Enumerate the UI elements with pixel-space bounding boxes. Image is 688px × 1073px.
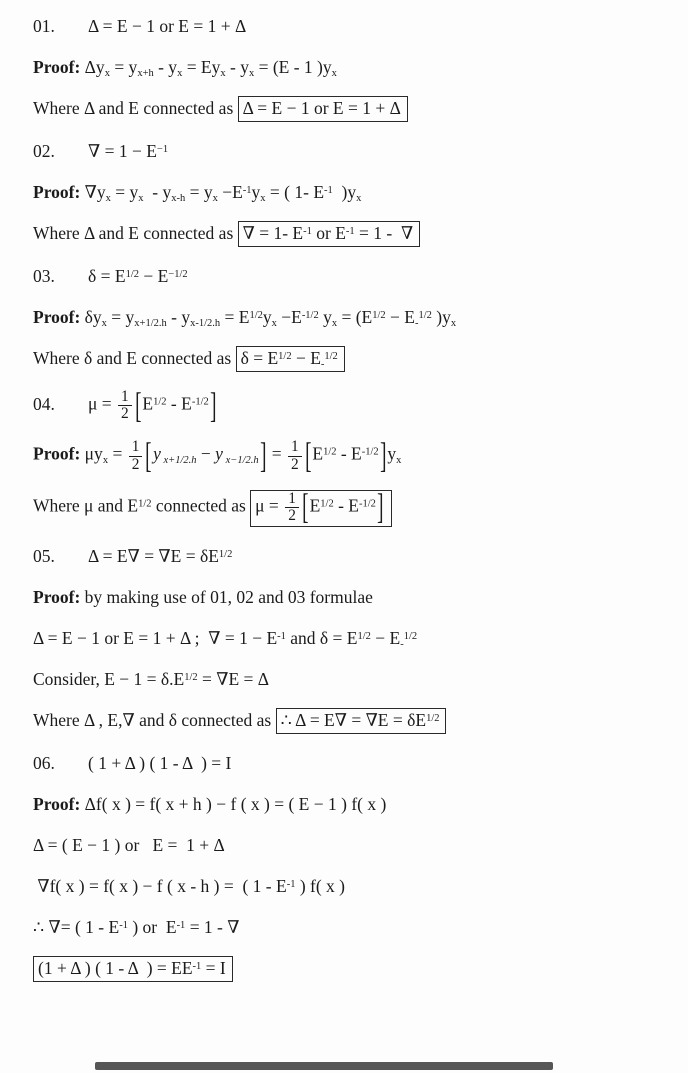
text-run: −E (217, 182, 243, 202)
bracket: ] (379, 436, 387, 476)
subscript: x (248, 68, 255, 80)
formula-line (33, 436, 664, 476)
superscript: 1/2 (138, 498, 152, 510)
bracket: [ (304, 436, 312, 476)
formula-line (33, 96, 664, 122)
subscript: x (220, 68, 226, 80)
formula-line (33, 751, 664, 775)
formula-line (33, 180, 664, 204)
text-run: ∴ Δ = E∇ = ∇E = δE (280, 710, 427, 731)
text-run: y (215, 444, 223, 465)
text-run: Where Δ and E connected as (33, 223, 238, 243)
text-run: δ = E (240, 348, 279, 368)
text-run: − E (385, 307, 415, 327)
fraction (118, 389, 132, 422)
formula-line (33, 585, 664, 609)
bold-label: Proof: (33, 182, 81, 202)
subscript: x (138, 193, 144, 205)
text-run: − E (291, 348, 321, 368)
text-run: - E (336, 444, 362, 465)
subscript: x-h (171, 193, 186, 205)
superscript: -1/2 (359, 498, 376, 510)
subscript: x (177, 68, 183, 80)
subscript: x (102, 455, 109, 467)
text-run: Δ = E − 1 or E = 1 + Δ (242, 98, 401, 118)
boxed-formula (238, 96, 408, 122)
bold-label: Proof: (33, 587, 81, 608)
item-number: 02. (33, 141, 55, 161)
superscript: 1/2 (372, 309, 386, 321)
superscript: 1/2 (249, 309, 263, 321)
formula-line (33, 305, 664, 329)
superscript: -1 (286, 878, 296, 890)
text-run: E (312, 444, 324, 465)
superscript: 1/2 (324, 350, 338, 362)
superscript: 1/2 (153, 396, 167, 408)
subscript: x (260, 193, 266, 205)
text-run: - y (225, 57, 249, 77)
text-run: Δ = E − 1 or E = 1 + Δ ; ∇ = 1 − E (33, 628, 278, 649)
text-run: y (251, 182, 261, 202)
fraction-numerator: 1 (129, 439, 143, 456)
text-run: or E (311, 223, 346, 243)
formula-line (33, 55, 664, 79)
text-run: ∴ ∇= ( 1 - E (33, 917, 120, 938)
item-number: 03. (33, 266, 55, 286)
text-run: Where Δ and E connected as (33, 98, 238, 118)
subscript: x (356, 193, 362, 205)
formula-line (33, 874, 664, 898)
text-run: ) f( x ) (295, 876, 346, 897)
superscript: -1 (303, 225, 312, 237)
formula-line (33, 346, 664, 372)
subscript: x+1/2.h (160, 455, 197, 467)
text-run: = (E - 1 )y (254, 57, 332, 77)
subscript: x (105, 193, 111, 205)
superscript: 1/2 (184, 671, 198, 683)
superscript: -1 (345, 225, 355, 237)
subscript: x (101, 318, 107, 330)
text-run: = y (106, 307, 135, 327)
text-run: - y (153, 57, 178, 77)
text-run: Δ = ( E − 1 ) or E = 1 + Δ (33, 835, 225, 856)
superscript: −1 (156, 143, 169, 155)
superscript: -1/2 (191, 396, 209, 408)
text-run: = (267, 444, 286, 465)
formula-line (33, 487, 664, 528)
text-run: μy (80, 444, 103, 465)
bracket: [ (145, 436, 152, 476)
document-body (33, 14, 664, 999)
superscript: 1/2 (320, 498, 334, 510)
subscript: x (331, 68, 337, 80)
text-run: - E (166, 393, 192, 414)
text-run: E (309, 495, 321, 516)
formula-line (33, 626, 664, 650)
fraction-denominator: 2 (131, 455, 140, 473)
subscript: x (450, 318, 457, 330)
text-run: − (196, 444, 216, 465)
superscript: -1/2 (301, 309, 319, 321)
subscript: x (104, 68, 110, 80)
boxed-formula (276, 708, 447, 734)
fraction-numerator: 1 (285, 491, 299, 508)
text-run: Where δ and E connected as (33, 348, 236, 368)
fraction (288, 439, 302, 472)
text-run: ∇ = 1- E (242, 223, 304, 243)
superscript: 1/2 (218, 548, 233, 560)
formula-line (33, 792, 664, 816)
superscript: -1 (119, 919, 128, 931)
formula-line (33, 139, 664, 163)
text-run: = (E (337, 307, 373, 327)
text-run: Consider, E − 1 = δ.E (33, 669, 185, 690)
superscript: 1/2 (426, 712, 440, 724)
superscript: 1/2 (278, 350, 292, 362)
bracket: ] (259, 436, 267, 476)
text-run: Δ = E − 1 or E = 1 + Δ (88, 16, 247, 36)
formula-line (33, 833, 664, 857)
bracket: ] (377, 487, 384, 528)
text-run: y (153, 444, 161, 465)
bracket: ] (209, 385, 217, 426)
subscript: x (271, 318, 277, 330)
text-run: Where μ and E (33, 495, 139, 516)
text-run: ∇f( x ) = f( x ) − f ( x - h ) = ( 1 - E (33, 876, 287, 897)
bold-label: Proof: (33, 57, 81, 77)
bottom-edge-bar (95, 1062, 553, 1070)
superscript: −1/2 (168, 268, 188, 280)
formula-line (33, 708, 664, 734)
text-run: = y (109, 57, 138, 77)
text-run: ∇ = 1 − E (88, 141, 157, 161)
text-run: − E (370, 628, 401, 649)
text-run: δy (80, 307, 102, 327)
text-run: connected as (151, 495, 251, 516)
fraction-numerator: 1 (288, 439, 302, 456)
superscript: -1 (277, 630, 286, 642)
subscript: x+1/2.h (134, 318, 167, 330)
subscript: x+h (137, 68, 154, 80)
text-run: Where Δ , E,∇ and δ connected as (33, 710, 276, 731)
item-number: 05. (33, 546, 55, 567)
text-run: − E (138, 266, 169, 286)
superscript: -1 (242, 184, 252, 196)
text-run: (1 + Δ ) ( 1 - Δ ) = EE (38, 958, 193, 979)
text-run: by making use of 01, 02 and 03 formulae (80, 587, 373, 608)
bracket: [ (134, 385, 142, 426)
fraction-denominator: 2 (121, 405, 129, 423)
text-run: μ = (88, 393, 117, 414)
text-run: Δy (80, 57, 105, 77)
superscript: -1 (192, 960, 202, 972)
subscript: x (212, 193, 218, 205)
formula-line (33, 264, 664, 288)
boxed-formula (236, 346, 345, 372)
item-number: 01. (33, 16, 55, 36)
text-run: = (108, 444, 127, 465)
fraction-denominator: 2 (288, 506, 296, 524)
fraction (285, 491, 299, 524)
superscript: 1/2 (323, 446, 337, 458)
formula-line (33, 956, 664, 982)
bold-label: Proof: (33, 794, 81, 815)
text-run: = y (110, 182, 139, 202)
fraction (129, 439, 143, 472)
bracket: [ (302, 487, 309, 528)
boxed-formula (250, 487, 391, 528)
text-run: = y (185, 182, 213, 202)
subscript: x (396, 455, 402, 467)
text-run: = I (201, 958, 226, 979)
superscript: -1 (324, 184, 333, 196)
text-run: y (318, 307, 332, 327)
superscript: 1/2 (357, 630, 371, 642)
text-run: = Ey (182, 57, 221, 77)
text-run: )y (431, 307, 451, 327)
text-run: y (387, 444, 397, 465)
subscript: x−1/2.h (222, 455, 259, 467)
boxed-formula (33, 956, 233, 982)
formula-line (33, 544, 664, 568)
subscript: - (320, 359, 325, 371)
text-run: - y (166, 307, 191, 327)
text-run: ( 1 + Δ ) ( 1 - Δ ) = I (88, 753, 232, 774)
superscript: -1/2 (361, 446, 379, 458)
text-run: ) or E (127, 917, 177, 938)
text-run: Δ = E∇ = ∇E = δE (88, 546, 219, 567)
text-run: )y (332, 182, 357, 202)
text-run: = 1 - ∇ (185, 917, 240, 938)
superscript: 1/2 (125, 268, 139, 280)
text-run: - y (143, 182, 172, 202)
boxed-formula (238, 221, 421, 247)
subscript: x (331, 318, 338, 330)
formula-line (33, 221, 664, 247)
text-run: μ = (255, 495, 284, 516)
formula-line (33, 915, 664, 939)
superscript: 1/2 (418, 309, 432, 321)
text-run: E (142, 393, 154, 414)
text-run: and δ = E (285, 628, 358, 649)
formula-line (33, 667, 664, 691)
text-run: δ = E (88, 266, 126, 286)
text-run: Δf( x ) = f( x + h ) − f ( x ) = ( E − 1 ) f( x ) (80, 794, 387, 815)
text-run: = ∇E = Δ (197, 669, 270, 690)
fraction-numerator: 1 (118, 389, 132, 406)
text-run: ∇y (80, 182, 106, 202)
superscript: 1/2 (403, 630, 418, 642)
text-run: - E (333, 495, 359, 516)
item-number: 04. (33, 393, 55, 414)
subscript: x-1/2.h (190, 318, 221, 330)
text-run: −E (276, 307, 302, 327)
text-run: = ( 1- E (265, 182, 325, 202)
bold-label: Proof: (33, 444, 81, 465)
subscript: - (400, 639, 404, 651)
fraction-denominator: 2 (290, 455, 299, 473)
bold-label: Proof: (33, 307, 81, 327)
subscript: - (414, 318, 419, 330)
formula-line (33, 14, 664, 38)
text-run: = 1 - ∇ (354, 223, 414, 243)
item-number: 06. (33, 753, 55, 774)
formula-line (33, 385, 664, 426)
superscript: -1 (176, 919, 186, 931)
text-run: = E (220, 307, 250, 327)
text-run: y (262, 307, 272, 327)
